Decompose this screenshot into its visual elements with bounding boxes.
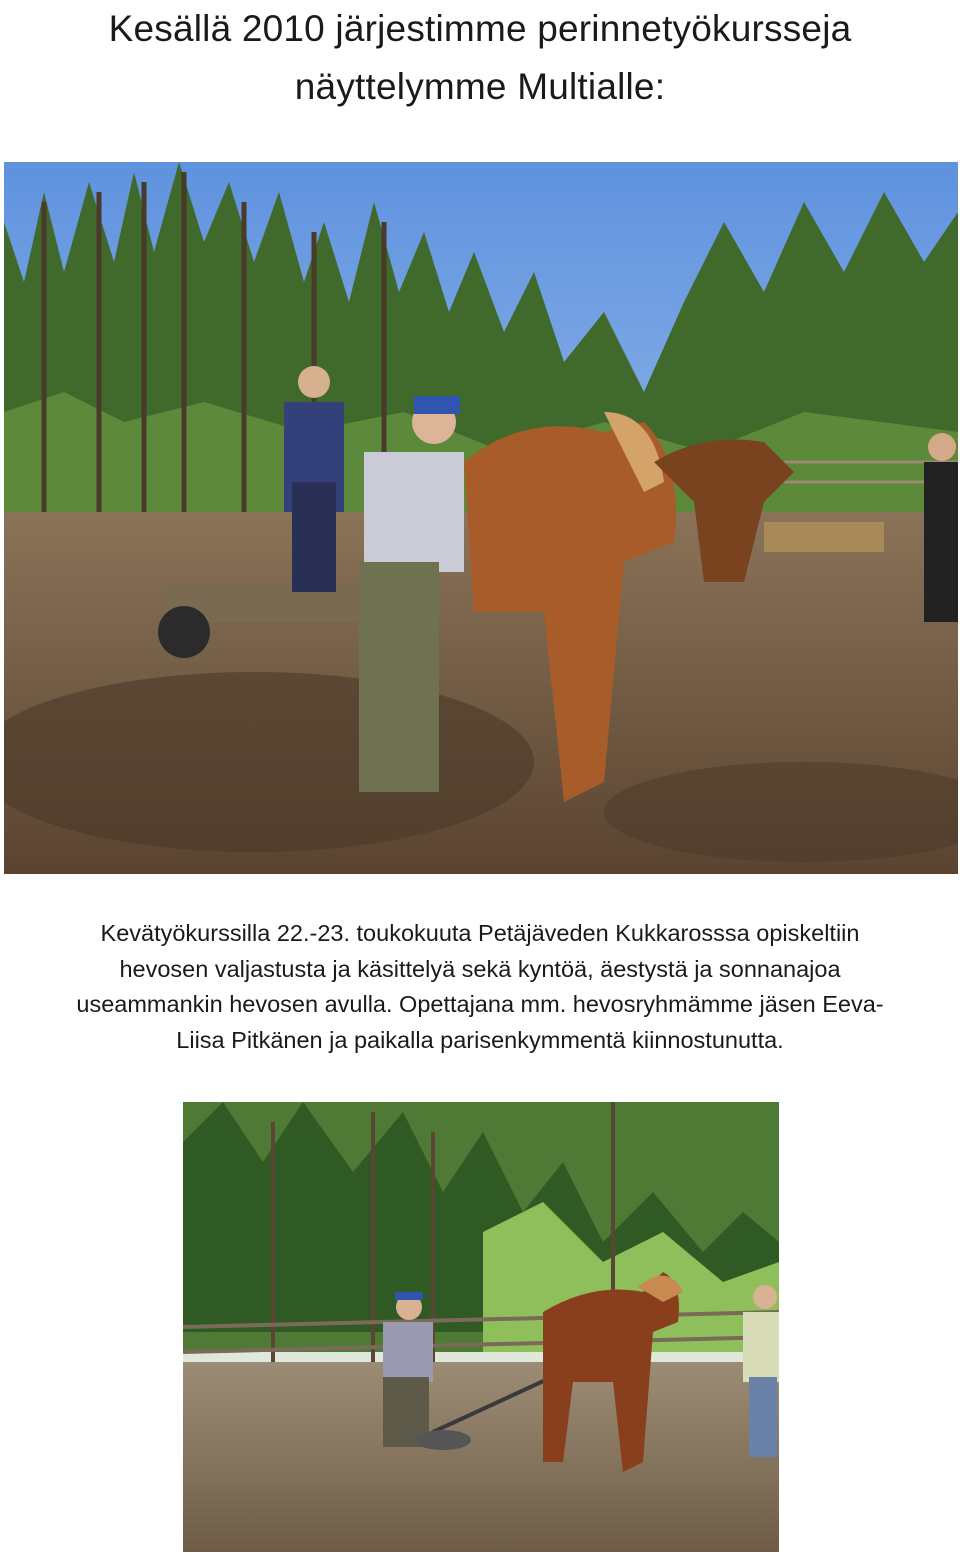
caption-line-2: hevosen valjastusta ja käsittelyä sekä kyntöä, äestystä ja sonnanajoa	[119, 955, 841, 982]
page-heading	[0, 0, 960, 116]
photo-horse-harnessing	[4, 162, 958, 874]
caption-line-3: useammankin hevosen avulla. Opettajana mm. hevosryhmämme jäsen Eeva-	[76, 991, 884, 1017]
photo-horse-ploughing	[183, 1102, 779, 1552]
caption-line-4: Liisa Pitkänen ja paikalla parisenkymmentä kiinnostunutta.	[176, 1026, 784, 1053]
caption-line-1: Kevätyökurssilla 22.-23. toukokuuta Petäjäveden Kukkarosssa opiskeltiin	[100, 920, 860, 946]
photo-caption	[0, 916, 960, 1058]
heading-line-2: näyttelymme Multialle:	[294, 66, 666, 107]
heading-line-1: Kesällä 2010 järjestimme perinnetyökursseja	[108, 8, 852, 49]
